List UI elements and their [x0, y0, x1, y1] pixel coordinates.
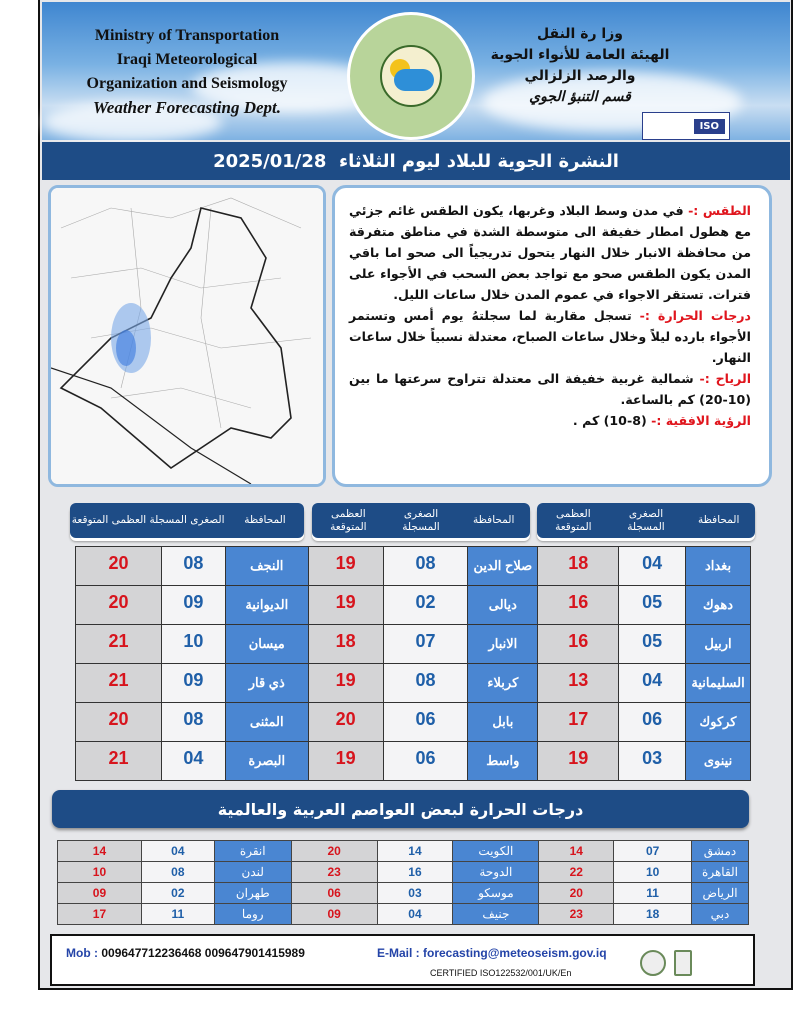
table-row — [76, 625, 751, 664]
org-en-1: Iraqi Meteorological — [116, 51, 258, 68]
max-temp: 13 — [538, 664, 619, 703]
table-header-group-1 — [537, 503, 755, 538]
max-temp: 21 — [76, 664, 162, 703]
location-name: دهوك — [686, 586, 751, 625]
arabic-org-name — [480, 24, 680, 108]
max-temp: 06 — [291, 883, 377, 904]
max-temp: 09 — [58, 883, 142, 904]
weather-text: في مدن وسط البلاد وغربها، يكون الطقس غائم جزئي مع هطول امطار خفيفة الى متوسطة الشدة في مناطق متفرقة من محافظة الانبار خلال النهار يتحول تدريجياً الى صحو اما باقي المدن يكون الطقس صحو مع تواجد بعض السحب في الأجواء على فترات. تستقر الاجواء في عموم المدن خلال ساعات الليل. — [349, 203, 751, 302]
max-temp: 16 — [538, 586, 619, 625]
email-label: E-Mail : — [377, 946, 420, 960]
ministry-ar: وزا رة النقل — [537, 26, 623, 42]
dept-ar: قسم التنبؤ الجوي — [529, 89, 631, 105]
location-name: ذي قار — [225, 664, 308, 703]
header-province: المحافظة — [244, 514, 286, 526]
location-name: دبي — [692, 904, 749, 925]
max-temp: 19 — [538, 742, 619, 781]
weather-label: الطقس :- — [688, 203, 752, 218]
org-en-2: Organization and Seismology — [86, 75, 288, 92]
max-temp: 19 — [308, 547, 383, 586]
min-temp: 04 — [377, 904, 453, 925]
location-name: موسكو — [453, 883, 539, 904]
mob-label: Mob : — [66, 946, 98, 960]
location-name: واسط — [468, 742, 538, 781]
max-temp: 14 — [539, 841, 614, 862]
min-temp: 04 — [141, 841, 214, 862]
location-name: البصرة — [225, 742, 308, 781]
location-name: ميسان — [225, 625, 308, 664]
weather-paragraph — [349, 200, 751, 305]
location-name: انقرة — [214, 841, 291, 862]
certification-badge-icon — [674, 950, 692, 976]
min-temp: 11 — [141, 904, 214, 925]
location-name: النجف — [225, 547, 308, 586]
table-header-group-2 — [312, 503, 530, 538]
table-row — [58, 904, 749, 925]
min-temp: 06 — [383, 742, 468, 781]
max-temp: 20 — [308, 703, 383, 742]
min-temp: 02 — [383, 586, 468, 625]
max-temp: 21 — [76, 625, 162, 664]
title-text: النشرة الجوية للبلاد ليوم الثلاثاء — [338, 150, 619, 172]
min-temp: 14 — [377, 841, 453, 862]
table-row — [58, 862, 749, 883]
mob-numbers: 009647712236468 009647901415989 — [101, 946, 305, 960]
max-temp: 09 — [291, 904, 377, 925]
location-name: صلاح الدين — [468, 547, 538, 586]
table-row — [76, 703, 751, 742]
ministry-en: Ministry of Transportation — [94, 27, 280, 44]
header-max: العظمى المتوقعة — [71, 514, 147, 526]
table-header-group-3 — [70, 503, 304, 538]
header-banner — [42, 2, 790, 140]
header-min: الصغرى المسجلة — [402, 507, 440, 533]
max-temp: 17 — [58, 904, 142, 925]
location-name: اربيل — [686, 625, 751, 664]
location-name: الرياض — [692, 883, 749, 904]
english-org-name — [62, 24, 312, 120]
location-name: بابل — [468, 703, 538, 742]
cloud-icon — [394, 69, 434, 91]
min-temp: 06 — [619, 703, 686, 742]
location-name: الانبار — [468, 625, 538, 664]
min-temp: 18 — [614, 904, 692, 925]
temp-label: درجات الحرارة :- — [639, 308, 751, 323]
org-ar-1: الهيئة العامة للأنواء الجوية — [490, 47, 670, 63]
min-temp: 04 — [619, 664, 686, 703]
bulletin-title — [42, 142, 790, 180]
location-name: لندن — [214, 862, 291, 883]
min-temp: 07 — [383, 625, 468, 664]
table-row — [76, 664, 751, 703]
header-max: العظمى المتوقعة — [555, 507, 592, 533]
min-temp: 06 — [383, 703, 468, 742]
capitals-title-text: درجات الحرارة لبعض العواصم العربية والعالمية — [217, 799, 584, 819]
min-temp: 11 — [614, 883, 692, 904]
location-name: دمشق — [692, 841, 749, 862]
title-date: 2025/01/28 — [213, 150, 327, 172]
min-temp: 09 — [161, 664, 225, 703]
provinces-table — [75, 546, 751, 781]
organization-logo — [347, 12, 475, 140]
max-temp: 20 — [291, 841, 377, 862]
visibility-paragraph — [349, 410, 751, 431]
wind-text: شمالية غربية خفيفة الى معتدلة تتراوح سرعتها ما بين (10-20) كم بالساعة. — [349, 371, 751, 407]
mobile-contact — [66, 946, 305, 960]
max-temp: 18 — [308, 625, 383, 664]
iso-badge — [642, 112, 730, 140]
header-min: الصغرى المسجلة — [627, 507, 665, 533]
table-row — [76, 586, 751, 625]
table-row — [76, 742, 751, 781]
min-temp: 07 — [614, 841, 692, 862]
location-name: كركوك — [686, 703, 751, 742]
email-link[interactable]: forecasting@meteoseism.gov.iq — [423, 946, 607, 960]
max-temp: 20 — [76, 703, 162, 742]
min-temp: 05 — [619, 625, 686, 664]
table-row — [58, 883, 749, 904]
min-temp: 16 — [377, 862, 453, 883]
max-temp: 21 — [76, 742, 162, 781]
dept-en: Weather Forecasting Dept. — [92, 98, 282, 117]
location-name: بغداد — [686, 547, 751, 586]
location-name: روما — [214, 904, 291, 925]
location-name: طهران — [214, 883, 291, 904]
temp-paragraph — [349, 305, 751, 368]
header-province: المحافظة — [697, 514, 740, 526]
header-min: الصغرى المسجلة — [149, 514, 225, 526]
max-temp: 20 — [76, 547, 162, 586]
table-row — [76, 547, 751, 586]
email-contact — [377, 946, 607, 960]
location-name: نينوى — [686, 742, 751, 781]
max-temp: 19 — [308, 742, 383, 781]
min-temp: 03 — [619, 742, 686, 781]
min-temp: 08 — [141, 862, 214, 883]
min-temp: 10 — [614, 862, 692, 883]
org-ar-2: والرصد الزلزالي — [524, 68, 636, 84]
min-temp: 08 — [383, 547, 468, 586]
min-temp: 04 — [161, 742, 225, 781]
max-temp: 23 — [291, 862, 377, 883]
min-temp: 08 — [161, 547, 225, 586]
min-temp: 08 — [161, 703, 225, 742]
header-max: العظمى المتوقعة — [330, 507, 367, 533]
location-name: السليمانية — [686, 664, 751, 703]
max-temp: 18 — [538, 547, 619, 586]
location-name: الكويت — [453, 841, 539, 862]
min-temp: 05 — [619, 586, 686, 625]
max-temp: 23 — [539, 904, 614, 925]
forecast-text — [332, 185, 772, 487]
max-temp: 20 — [76, 586, 162, 625]
iso-label: ISO — [694, 119, 725, 134]
max-temp: 19 — [308, 664, 383, 703]
location-name: ديالى — [468, 586, 538, 625]
min-temp: 04 — [619, 547, 686, 586]
wind-label: الرياح :- — [699, 371, 752, 386]
min-temp: 02 — [141, 883, 214, 904]
location-name: الدوحة — [453, 862, 539, 883]
capitals-title — [52, 790, 749, 828]
table-row — [58, 841, 749, 862]
min-temp: 10 — [161, 625, 225, 664]
max-temp: 16 — [538, 625, 619, 664]
min-temp: 08 — [383, 664, 468, 703]
location-name: القاهرة — [692, 862, 749, 883]
location-name: جنيف — [453, 904, 539, 925]
header-province: المحافظة — [472, 514, 515, 526]
temp-text: تسجل مقاربة لما سجلتهُ يوم أمس وتستمر الأجواء بارده ليلاً وخلال ساعات الصباح، معتدلة نسبياً خلال ساعات النهار. — [349, 308, 751, 365]
certified-text: CERTIFIED ISO122532/001/UK/En — [430, 968, 572, 978]
certification-seal-icon — [640, 950, 666, 976]
weather-map — [48, 185, 326, 487]
wind-paragraph — [349, 368, 751, 410]
visibility-text: (8-10) كم . — [572, 413, 647, 428]
min-temp: 03 — [377, 883, 453, 904]
max-temp: 17 — [538, 703, 619, 742]
location-name: المثنى — [225, 703, 308, 742]
capitals-table — [57, 840, 749, 925]
max-temp: 14 — [58, 841, 142, 862]
max-temp: 22 — [539, 862, 614, 883]
footer — [50, 934, 755, 986]
min-temp: 09 — [161, 586, 225, 625]
max-temp: 19 — [308, 586, 383, 625]
location-name: الديوانية — [225, 586, 308, 625]
location-name: كربلاء — [468, 664, 538, 703]
max-temp: 20 — [539, 883, 614, 904]
visibility-label: الرؤية الافقية :- — [651, 413, 751, 428]
max-temp: 10 — [58, 862, 142, 883]
